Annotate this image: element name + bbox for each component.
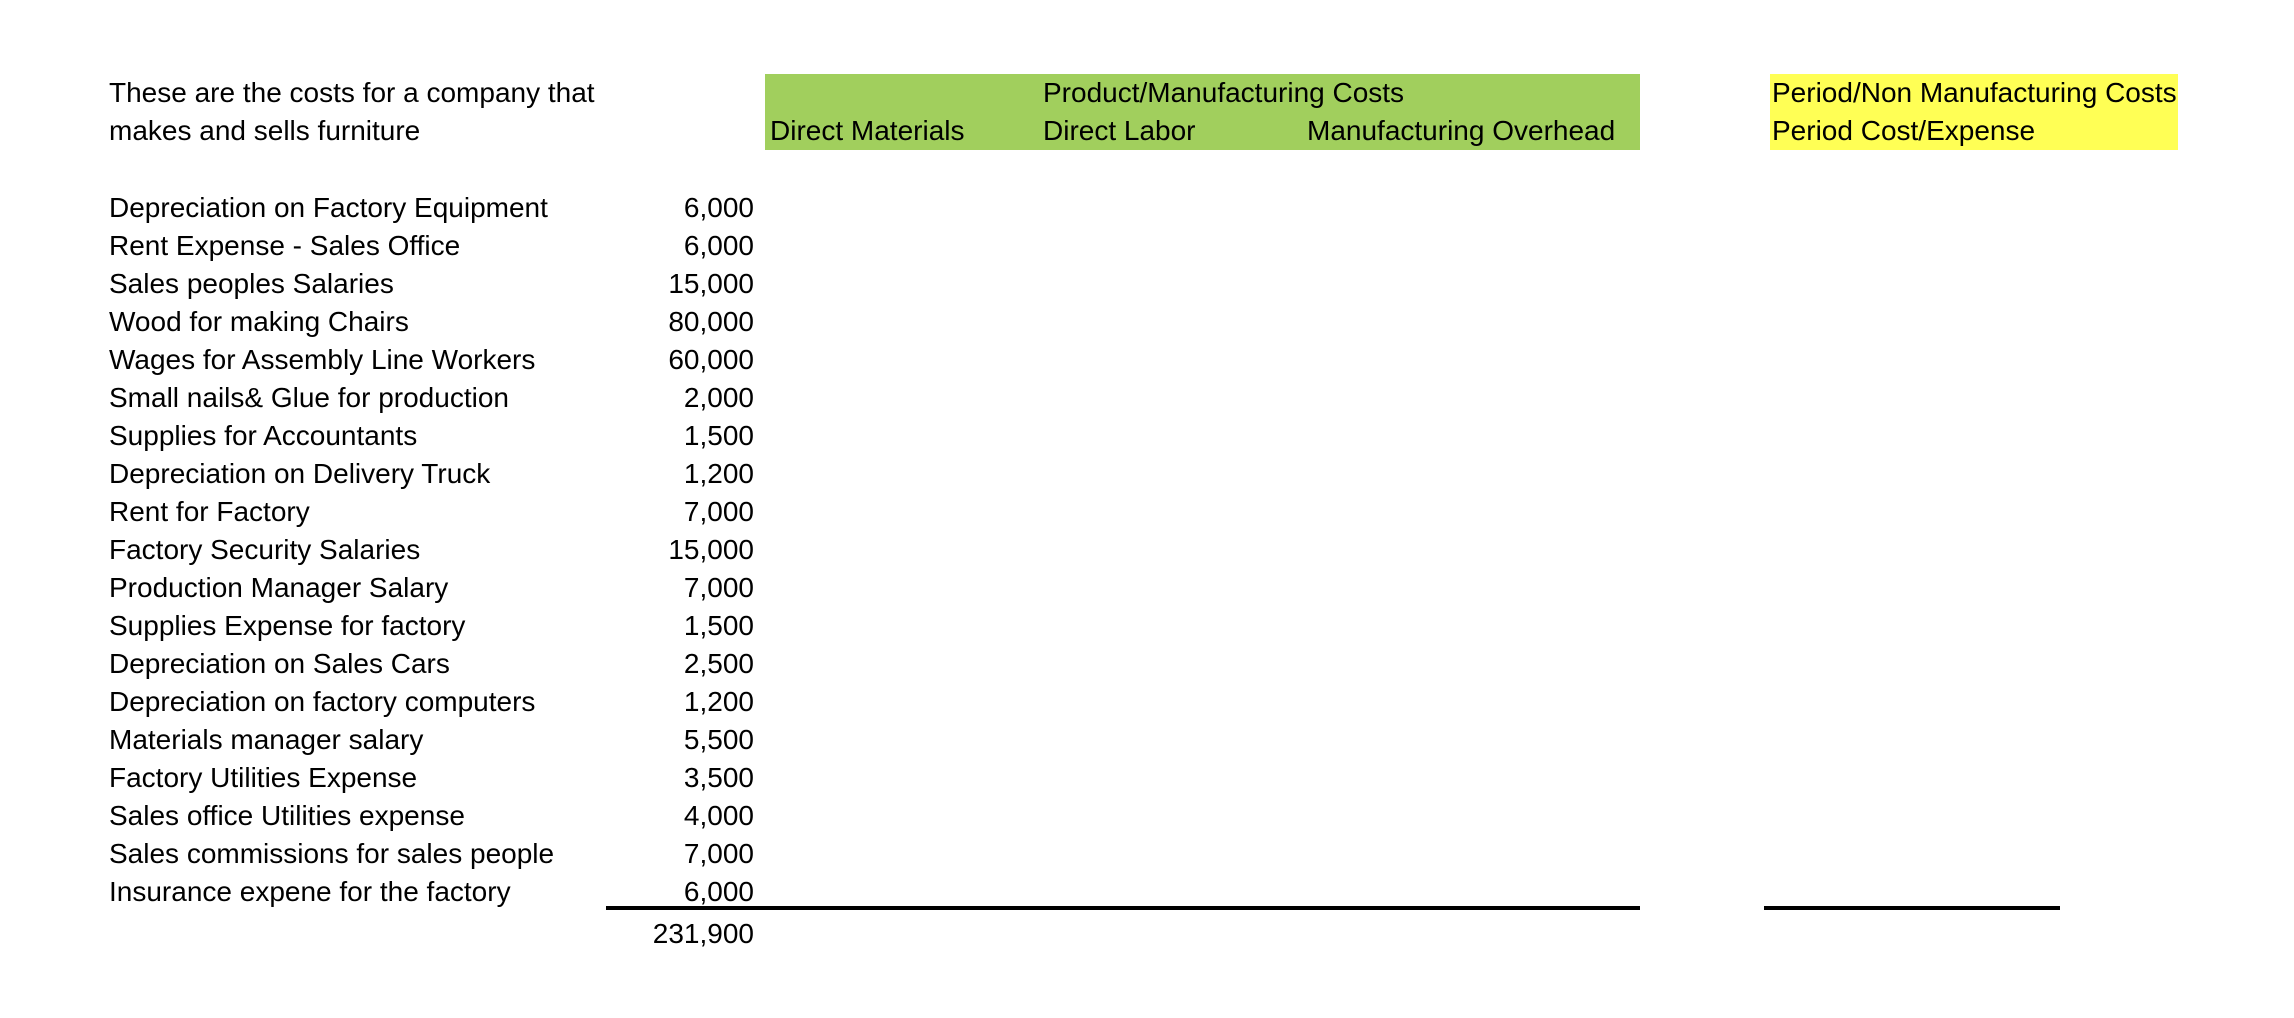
cost-item-amount: 4,000 [683,800,754,831]
intro-line-2: makes and sells furniture [109,115,421,146]
cost-item-amount: 80,000 [668,306,754,337]
cost-item-amount: 5,500 [683,724,754,755]
cost-item-label: Supplies Expense for factory [109,610,466,641]
cost-item-amount: 7,000 [683,838,754,869]
direct-labor-header[interactable]: Direct Labor [1043,115,1196,146]
cost-item-label: Sales office Utilities expense [109,800,465,831]
cost-item-row [109,569,754,607]
cost-item-row [109,797,754,835]
cost-item-row [109,759,754,797]
cost-item-amount: 1,500 [683,420,754,451]
cost-item-row [109,379,754,417]
cost-item-row [109,531,754,569]
cost-item-label: Depreciation on factory computers [109,686,536,717]
period-total-rule [1764,906,2060,910]
direct-materials-header[interactable]: Direct Materials [770,115,965,146]
costs-total: 231,900 [652,918,754,949]
cost-item-label: Wood for making Chairs [109,306,409,337]
cost-item-row [109,455,754,493]
cost-item-label: Factory Utilities Expense [109,762,418,793]
intro-text [109,74,595,150]
cost-item-row [109,493,754,531]
period-costs-title: Period/Non Manufacturing Costs [1772,77,2177,108]
cost-item-label: Factory Security Salaries [109,534,421,565]
cost-item-row [109,265,754,303]
cost-item-amount: 60,000 [668,344,754,375]
cost-item-row [109,721,754,759]
product-costs-title: Product/Manufacturing Costs [1043,77,1405,108]
period-cost-expense-header[interactable]: Period Cost/Expense [1772,115,2036,146]
cost-item-label: Small nails& Glue for production [109,382,509,413]
cost-item-label: Sales commissions for sales people [109,838,555,869]
cost-item-amount: 1,500 [683,610,754,641]
cost-item-amount: 6,000 [683,230,754,261]
cost-item-label: Sales peoples Salaries [109,268,394,299]
manufacturing-overhead-header[interactable]: Manufacturing Overhead [1307,115,1616,146]
cost-item-row [109,303,754,341]
cost-item-label: Insurance expene for the factory [109,876,511,907]
cost-item-amount: 1,200 [683,458,754,489]
cost-item-amount: 1,200 [683,686,754,717]
cost-item-label: Production Manager Salary [109,572,449,603]
cost-item-label: Depreciation on Sales Cars [109,648,450,679]
cost-item-amount: 2,500 [683,648,754,679]
cost-item-amount: 15,000 [668,534,754,565]
cost-item-amount: 7,000 [683,572,754,603]
cost-item-amount: 3,500 [683,762,754,793]
cost-item-row [109,189,754,227]
cost-item-amount: 15,000 [668,268,754,299]
cost-items-list [109,189,754,911]
cost-item-row [109,341,754,379]
cost-item-label: Depreciation on Delivery Truck [109,458,491,489]
cost-item-amount: 6,000 [683,192,754,223]
cost-item-row [109,227,754,265]
cost-item-label: Wages for Assembly Line Workers [109,344,536,375]
cost-item-label: Supplies for Accountants [109,420,418,451]
cost-item-row [109,417,754,455]
cost-item-amount: 6,000 [683,876,754,907]
intro-line-1: These are the costs for a company that [109,77,595,108]
cost-item-label: Rent Expense - Sales Office [109,230,461,261]
product-total-rule [606,906,1640,910]
cost-item-amount: 2,000 [683,382,754,413]
cost-item-row [109,645,754,683]
cost-item-label: Depreciation on Factory Equipment [109,192,548,223]
cost-item-label: Rent for Factory [109,496,310,527]
cost-item-row [109,835,754,873]
cost-item-amount: 7,000 [683,496,754,527]
cost-item-row [109,683,754,721]
cost-item-label: Materials manager salary [109,724,424,755]
cost-item-row [109,607,754,645]
